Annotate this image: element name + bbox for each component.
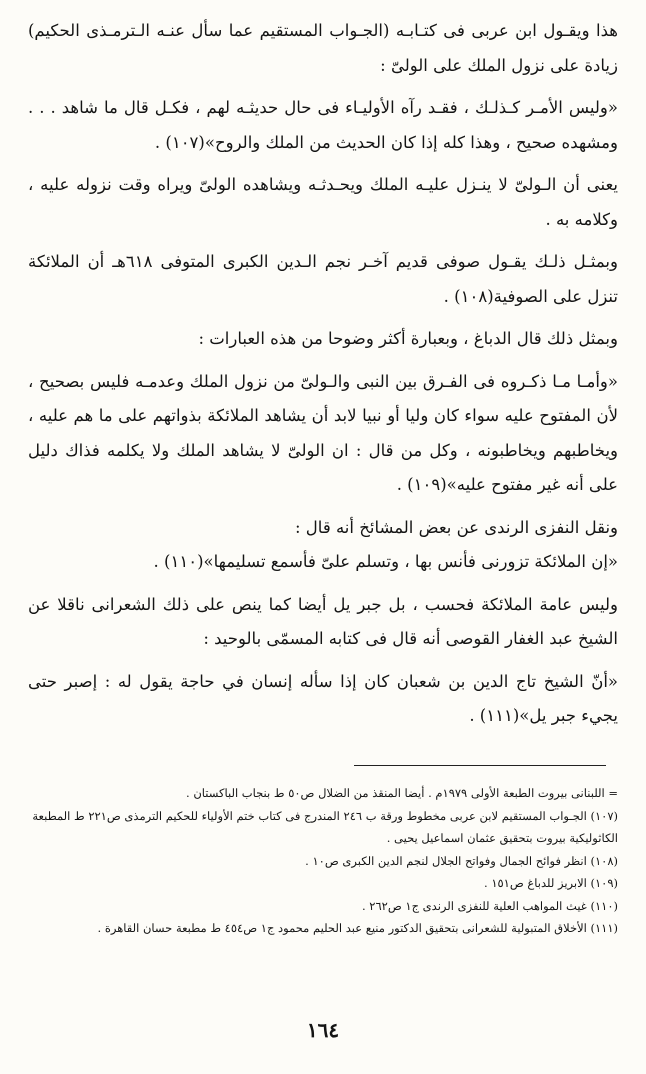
quote-nafzi: «إن الملائكة تزورنى فأنس بها ، وتسلم علىّ فأسمع تسليمها»(١١٠) .	[153, 552, 618, 571]
footnote-111: (١١١) الأخلاق المتبولية للشعرانى بتحقيق الدكتور منيع عبد الحليم محمود ج١ ص٤٥٤ ط مطبعة حسان القاهرة .	[97, 921, 618, 935]
paragraph-nafzi-intro: ونقل النفزى الرندى عن بعض المشائخ أنه قال :	[295, 517, 618, 537]
quote-dabbagh: «وأمـا مـا ذكـروه فى الفـرق بين النبى والـولىّ من نزول الملك وعدمـه فليس بصحيح ، لأن المفتوح عليه سواء كان وليا أو نبيا لابد أن يشاهد الملائكة بذواتهم على ما هم عليه ، ويخاطبهم ويخاطبونه ، وكل من قال : ان الولىّ لا يشاهد الملك ولا يكلمه فذاك دليل على أنه غير مفتوح عليه»(١٠٩) .	[28, 371, 619, 494]
quote-taj-al-din: «أنّ الشيخ تاج الدين بن شعبان كان إذا سأله إنسان في حاجة يقول له : إصبر حتى يجيء جبر يل»(١١١) .	[28, 671, 618, 725]
paragraph-najm-al-din: وبمثـل ذلـك يقـول صوفى قديم آخـر نجم الـدين الكبرى المتوفى ٦١٨هـ أن الملائكة تنزل على الصوفية(١٠٨) .	[28, 252, 618, 306]
footnote-110: (١١٠) غيث المواهب العلية للنفزى الرندى ج١ ص٢٦٢ .	[361, 898, 618, 913]
footnote-108: (١٠٨) انظر فوائح الجمال وفواتح الجلال لنجم الدين الكبرى ص١٠ .	[305, 853, 618, 868]
footnote-continuation: = اللبنانى بيروت الطبعة الأولى ١٩٧٩م . أيضا المنقذ من الضلال ص٥٠ ط بنجاب الباكستان .	[186, 786, 618, 800]
footnote-109: (١٠٩) الابريز للدباغ ص١٥١ .	[484, 876, 618, 890]
paragraph-intro: هذا ويقـول ابن عربى فى كتـابـه (الجـواب المستقيم عما سأل عنـه الـترمـذى الحكيم) زيادة على نزول الملك على الولىّ :	[28, 21, 618, 75]
main-text	[28, 14, 618, 734]
footnotes	[30, 782, 618, 940]
footnote-separator	[354, 765, 606, 766]
paragraph-explanation: يعنى أن الـولىّ لا ينـزل عليـه الملك ويحـدثـه ويشاهده الولىّ ويراه وقت نزوله عليه ، وكلامه به .	[28, 175, 618, 229]
quote-ibn-arabi: «وليس الأمـر كـذلـك ، فقـد رآه الأوليـاء فى حال حديثـه لهم ، فكـل قال ما شاهد . . . ومشهده صحيح ، وهذا كله إذا كان الحديث من الملك والروح»(١٠٧) .	[28, 98, 618, 152]
paragraph-shaarani-intro: وليس عامة الملائكة فحسب ، بل جبر يل أيضا كما ينص على ذلك الشعرانى ناقلا عن الشيخ عبد الغفار القوصى أنه قال فى كتابه المسمّى بالوحيد :	[28, 594, 618, 648]
page-number: ١٦٤	[306, 1018, 340, 1042]
footnote-107: (١٠٧) الجـواب المستقيم لابن عربى مخطوط ورقة ب ٢٤٦ المندرج فى كتاب ختم الأولياء للحكيم الترمذى ص٢٢١ ط المطبعة الكاثوليكية بيروت بتحقيق عثمان اسماعيل يحيى .	[32, 808, 618, 845]
paragraph-dabbagh-intro: وبمثل ذلك قال الدباغ ، وبعبارة أكثر وضوحا من هذه العبارات :	[198, 329, 618, 348]
